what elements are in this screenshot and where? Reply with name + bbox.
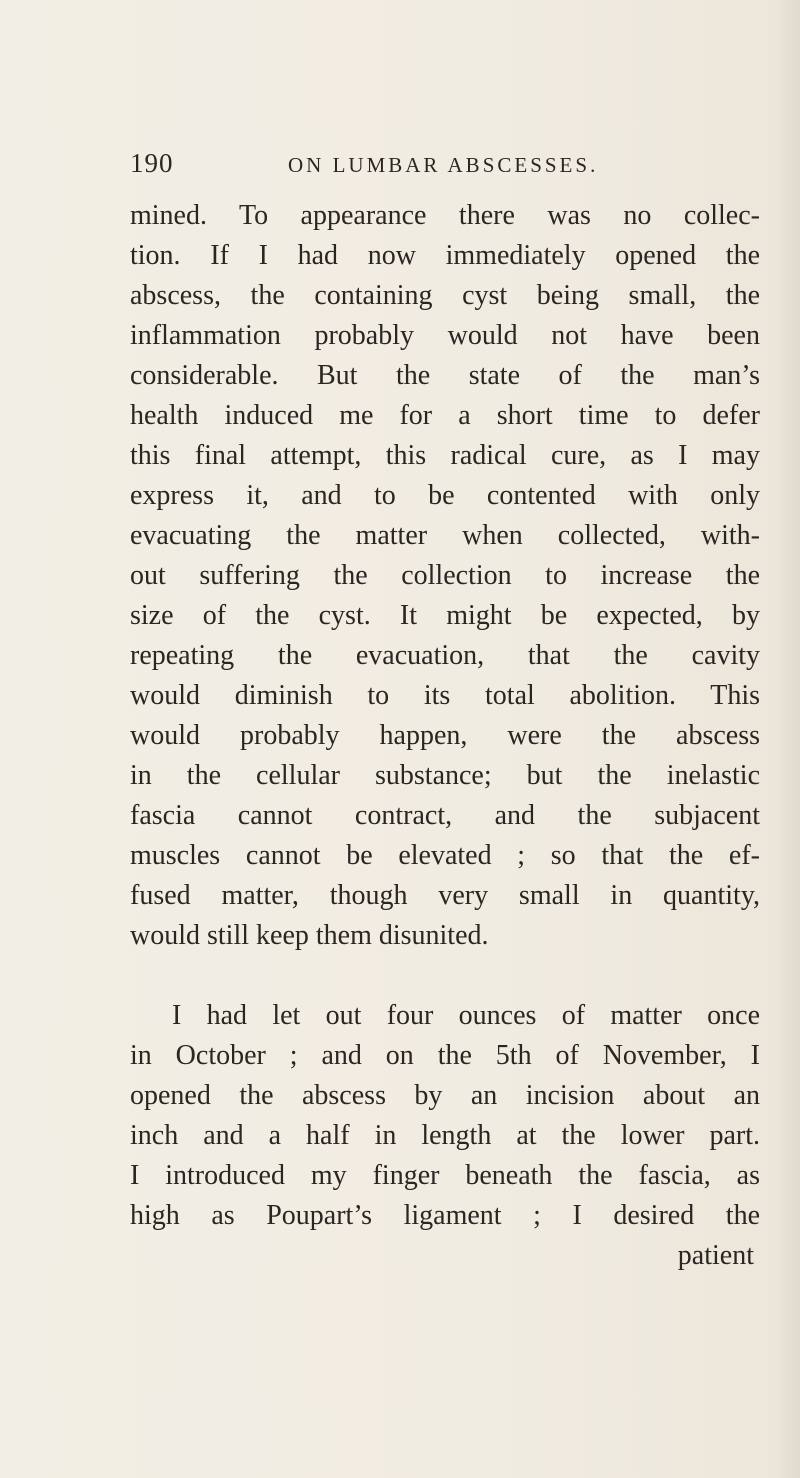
text-line: opened the abscess by an incision about an xyxy=(130,1080,760,1111)
text-line: this final attempt, this radical cure, as I may xyxy=(130,440,760,471)
text-line: in the cellular substance; but the inelastic xyxy=(130,760,760,791)
text-line: out suffering the collection to increase the xyxy=(130,560,760,591)
text-line: size of the cyst. It might be expected, by xyxy=(130,600,760,631)
text-line: would probably happen, were the abscess xyxy=(130,720,760,751)
text-line: repeating the evacuation, that the cavity xyxy=(130,640,760,671)
text-line: considerable. But the state of the man’s xyxy=(130,360,760,391)
text-line-last: would still keep them disunited. xyxy=(130,920,489,951)
text-line: inch and a half in length at the lower part. xyxy=(130,1120,760,1151)
running-title: ON LUMBAR ABSCESSES. xyxy=(288,153,599,177)
page-number: 190 xyxy=(130,148,174,178)
text-line: health induced me for a short time to defer xyxy=(130,400,760,431)
text-line: mined. To appearance there was no collec- xyxy=(130,200,760,231)
text-line: muscles cannot be elevated ; so that the ef- xyxy=(130,840,760,871)
text-line: express it, and to be contented with only xyxy=(130,480,760,511)
page-edge-shadow xyxy=(774,0,800,1478)
text-line-indented: I had let out four ounces of matter once xyxy=(172,1000,760,1031)
paragraph-gap xyxy=(130,956,760,996)
text-line: fused matter, though very small in quantity, xyxy=(130,880,760,911)
text-line: inflammation probably would not have been xyxy=(130,320,760,351)
text-line: high as Poupart’s ligament ; I desired the xyxy=(130,1200,760,1231)
running-head xyxy=(130,148,750,188)
text-line: would diminish to its total abolition. This xyxy=(130,680,760,711)
catchword: patient xyxy=(677,1240,754,1271)
text-line: tion. If I had now immediately opened the xyxy=(130,240,760,271)
text-line: in October ; and on the 5th of November, I xyxy=(130,1040,760,1071)
text-line: abscess, the containing cyst being small, the xyxy=(130,280,760,311)
text-line: I introduced my finger beneath the fascia, as xyxy=(130,1160,760,1191)
text-line: evacuating the matter when collected, with- xyxy=(130,520,760,551)
body-text xyxy=(130,196,760,1276)
text-line: fascia cannot contract, and the subjacent xyxy=(130,800,760,831)
